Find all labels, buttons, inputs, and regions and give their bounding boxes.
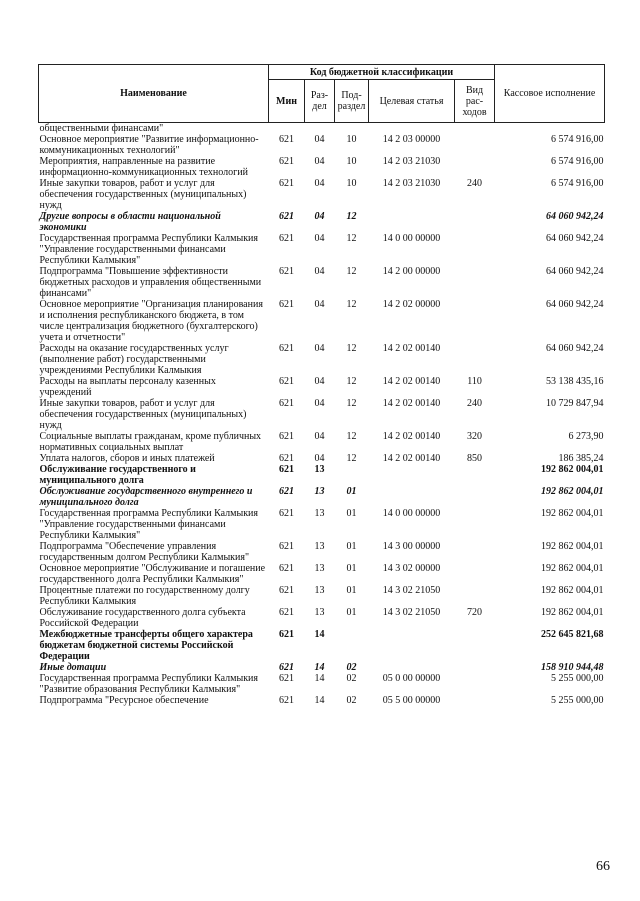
header-razdel: Раз-дел — [305, 80, 335, 123]
row-celevaya — [369, 211, 455, 233]
header-podrazdel: Под-раздел — [335, 80, 369, 123]
table-row — [39, 453, 605, 464]
table-row — [39, 431, 605, 453]
row-celevaya: 14 3 02 21050 — [382, 607, 441, 618]
row-min: 621 — [279, 299, 294, 310]
row-vid — [455, 486, 495, 508]
row-celevaya: 14 2 02 00140 — [382, 343, 441, 354]
row-min: 621 — [279, 585, 294, 596]
row-celevaya: 14 2 03 21030 — [382, 156, 441, 167]
row-name: Иные дотации — [39, 662, 107, 673]
row-sum: 192 862 004,01 — [541, 508, 604, 519]
header-code-group: Код бюджетной классификации — [269, 65, 495, 80]
row-sum: 186 385,24 — [558, 453, 604, 464]
row-name: Подпрограмма "Обеспечение управления государственным долгом Республики Калмыкия" — [39, 541, 250, 563]
row-name: Подпрограмма "Повышение эффективности бюджетных расходов и управления общественными финансами" — [39, 266, 262, 299]
row-celevaya: 14 2 02 00140 — [382, 453, 441, 464]
row-min: 621 — [279, 673, 294, 684]
row-podrazdel: 01 — [346, 486, 357, 497]
row-razdel: 13 — [314, 464, 325, 475]
row-sum: 6 273,90 — [568, 431, 604, 442]
row-razdel: 04 — [314, 343, 325, 354]
row-podrazdel: 10 — [346, 134, 357, 145]
row-min: 621 — [279, 629, 294, 640]
table-row — [39, 398, 605, 431]
row-podrazdel: 02 — [346, 695, 357, 706]
row-vid — [455, 343, 495, 376]
row-podrazdel: 12 — [346, 211, 357, 222]
table-row — [39, 607, 605, 629]
row-name: Государственная программа Республики Калмыкия "Развитие образования Республики Калмыкия" — [39, 673, 259, 695]
row-min — [269, 123, 305, 135]
table-row — [39, 343, 605, 376]
row-sum: 192 862 004,01 — [541, 464, 604, 475]
row-vid — [455, 629, 495, 662]
table-row — [39, 541, 605, 563]
row-sum: 6 574 916,00 — [551, 134, 604, 145]
row-vid — [455, 662, 495, 673]
row-min: 621 — [279, 508, 294, 519]
row-name: Процентные платежи по государственному долгу Республики Калмыкия — [39, 585, 250, 607]
row-sum: 64 060 942,24 — [546, 211, 604, 222]
row-min: 621 — [279, 211, 294, 222]
row-min: 621 — [279, 453, 294, 464]
row-podrazdel: 12 — [346, 233, 357, 244]
row-celevaya: 14 3 00 00000 — [382, 541, 441, 552]
table-row — [39, 508, 605, 541]
row-podrazdel: 01 — [346, 607, 357, 618]
row-celevaya: 14 2 03 00000 — [382, 134, 441, 145]
row-min: 621 — [279, 266, 294, 277]
row-podrazdel: 12 — [346, 431, 357, 442]
row-name: Иные закупки товаров, работ и услуг для обеспечения государственных (муниципальных) нужд — [39, 178, 247, 211]
row-name: общественными финансами" — [39, 123, 164, 134]
row-celevaya — [369, 662, 455, 673]
row-razdel: 04 — [314, 156, 325, 167]
row-razdel: 14 — [314, 629, 325, 640]
row-celevaya: 14 3 02 21050 — [382, 585, 441, 596]
row-name: Государственная программа Республики Калмыкия "Управление государственными финансами Республики Калмыкия" — [39, 233, 259, 266]
row-razdel: 04 — [314, 134, 325, 145]
table-row — [39, 266, 605, 299]
row-min: 621 — [279, 541, 294, 552]
row-vid: 240 — [467, 398, 483, 409]
row-podrazdel — [335, 123, 369, 135]
row-sum: 252 645 821,68 — [541, 629, 604, 640]
row-min: 621 — [279, 662, 294, 673]
row-celevaya — [369, 464, 455, 486]
row-podrazdel: 12 — [346, 343, 357, 354]
row-celevaya: 14 2 00 00000 — [382, 266, 441, 277]
row-sum: 5 255 000,00 — [551, 695, 604, 706]
row-min: 621 — [279, 233, 294, 244]
row-podrazdel: 12 — [346, 376, 357, 387]
row-vid — [455, 156, 495, 178]
row-celevaya: 14 0 00 00000 — [382, 508, 441, 519]
row-podrazdel: 02 — [346, 673, 357, 684]
row-sum: 192 862 004,01 — [541, 486, 604, 497]
row-name: Государственная программа Республики Калмыкия "Управление государственными финансами Республики Калмыкия" — [39, 508, 259, 541]
header-min: Мин — [269, 80, 305, 123]
row-vid — [455, 585, 495, 607]
row-sum: 5 255 000,00 — [551, 673, 604, 684]
row-sum: 64 060 942,24 — [546, 233, 604, 244]
row-razdel: 14 — [314, 662, 325, 673]
row-vid: 850 — [467, 453, 483, 464]
row-razdel: 13 — [314, 508, 325, 519]
row-sum: 158 910 944,48 — [541, 662, 604, 673]
table-row — [39, 563, 605, 585]
row-razdel: 04 — [314, 453, 325, 464]
row-vid — [455, 695, 495, 706]
row-vid — [455, 134, 495, 156]
row-sum: 192 862 004,01 — [541, 541, 604, 552]
table-row — [39, 299, 605, 343]
row-podrazdel: 10 — [346, 156, 357, 167]
row-razdel: 04 — [314, 398, 325, 409]
row-sum: 64 060 942,24 — [546, 343, 604, 354]
table-row — [39, 464, 605, 486]
row-vid: 110 — [467, 376, 482, 387]
row-sum: 192 862 004,01 — [541, 563, 604, 574]
header-celevaya: Целевая статья — [369, 80, 455, 123]
row-razdel: 04 — [314, 211, 325, 222]
table-row — [39, 673, 605, 695]
budget-table — [38, 64, 605, 706]
row-razdel: 13 — [314, 486, 325, 497]
page-number: 66 — [596, 859, 610, 874]
table-row — [39, 134, 605, 156]
row-vid — [455, 464, 495, 486]
row-podrazdel: 12 — [346, 453, 357, 464]
table-row — [39, 178, 605, 211]
row-vid — [455, 508, 495, 541]
row-min: 621 — [279, 607, 294, 618]
row-podrazdel: 10 — [346, 178, 357, 189]
row-razdel: 13 — [314, 607, 325, 618]
row-min: 621 — [279, 431, 294, 442]
row-min: 621 — [279, 376, 294, 387]
row-sum — [495, 123, 605, 135]
header-name: Наименование — [39, 65, 269, 123]
row-celevaya — [369, 486, 455, 508]
row-name: Мероприятия, направленные на развитие информационно-коммуникационных технологий — [39, 156, 248, 178]
row-celevaya — [369, 629, 455, 662]
table-row — [39, 662, 605, 673]
row-vid — [455, 211, 495, 233]
row-name: Основное мероприятие "Организация планирования и исполнения республиканского бюджета, в том числе централизация бюджетного (бухгалтерского) учета и отчетности" — [39, 299, 263, 343]
row-celevaya: 14 2 03 21030 — [382, 178, 441, 189]
row-sum: 53 138 435,16 — [546, 376, 604, 387]
row-podrazdel: 01 — [346, 541, 357, 552]
row-name: Основное мероприятие "Обслуживание и погашение государственного долга Республики Калмыкия" — [39, 563, 266, 585]
row-name: Уплата налогов, сборов и иных платежей — [39, 453, 215, 464]
header-vid: Вид рас-ходов — [455, 80, 495, 123]
row-razdel: 04 — [314, 266, 325, 277]
row-sum: 64 060 942,24 — [546, 299, 604, 310]
row-vid — [455, 266, 495, 299]
row-vid — [455, 299, 495, 343]
row-min: 621 — [279, 343, 294, 354]
row-celevaya: 14 2 02 00140 — [382, 431, 441, 442]
row-podrazdel: 02 — [346, 662, 357, 673]
row-name: Основное мероприятие "Развитие информационно-коммуникационных технологий" — [39, 134, 259, 156]
row-sum: 192 862 004,01 — [541, 585, 604, 596]
row-min: 621 — [279, 486, 294, 497]
table-row — [39, 233, 605, 266]
header-kassovoe: Кассовое исполнение — [495, 65, 605, 123]
row-sum: 64 060 942,24 — [546, 266, 604, 277]
row-celevaya: 14 2 02 00140 — [382, 398, 441, 409]
table-row — [39, 156, 605, 178]
row-razdel: 04 — [314, 431, 325, 442]
row-name: Межбюджетные трансферты общего характера бюджетам бюджетной системы Российской Федерации — [39, 629, 253, 662]
row-vid — [455, 123, 495, 135]
row-podrazdel: 01 — [346, 585, 357, 596]
row-podrazdel: 12 — [346, 266, 357, 277]
row-min: 621 — [279, 695, 294, 706]
row-celevaya: 05 5 00 00000 — [382, 695, 441, 706]
row-name: Социальные выплаты гражданам, кроме публичных нормативных социальных выплат — [39, 431, 262, 453]
row-razdel: 04 — [314, 178, 325, 189]
row-vid — [455, 673, 495, 695]
row-vid: 240 — [467, 178, 483, 189]
row-min: 621 — [279, 398, 294, 409]
row-min: 621 — [279, 563, 294, 574]
row-celevaya: 14 3 02 00000 — [382, 563, 441, 574]
row-name: Обслуживание государственного внутреннего и муниципального долга — [39, 486, 253, 508]
row-name: Обслуживание государственного долга субъекта Российской Федерации — [39, 607, 246, 629]
row-podrazdel: 12 — [346, 299, 357, 310]
row-name: Расходы на выплаты персоналу казенных учреждений — [39, 376, 216, 398]
row-name: Обслуживание государственного и муниципального долга — [39, 464, 196, 486]
row-podrazdel: 01 — [346, 563, 357, 574]
row-vid — [455, 563, 495, 585]
row-razdel: 04 — [314, 376, 325, 387]
row-podrazdel — [335, 629, 369, 662]
row-vid: 720 — [467, 607, 483, 618]
row-name: Иные закупки товаров, работ и услуг для обеспечения государственных (муниципальных) нужд — [39, 398, 247, 431]
table-body — [39, 123, 605, 707]
row-podrazdel: 12 — [346, 398, 357, 409]
row-name: Подпрограмма "Ресурсное обеспечение — [39, 695, 209, 706]
row-razdel: 13 — [314, 585, 325, 596]
row-podrazdel — [335, 464, 369, 486]
row-celevaya: 14 2 02 00140 — [382, 376, 441, 387]
row-razdel: 13 — [314, 563, 325, 574]
row-vid: 320 — [467, 431, 483, 442]
row-vid — [455, 233, 495, 266]
row-vid — [455, 541, 495, 563]
table-row — [39, 211, 605, 233]
row-min: 621 — [279, 464, 294, 475]
table-row — [39, 629, 605, 662]
table-row — [39, 123, 605, 135]
row-sum: 192 862 004,01 — [541, 607, 604, 618]
row-celevaya: 14 2 02 00000 — [382, 299, 441, 310]
table-row — [39, 376, 605, 398]
table-row — [39, 486, 605, 508]
row-razdel: 04 — [314, 233, 325, 244]
row-name: Расходы на оказание государственных услуг (выполнение работ) государственными учреждениями Республики Калмыкия — [39, 343, 229, 376]
row-celevaya: 05 0 00 00000 — [382, 673, 441, 684]
row-sum: 6 574 916,00 — [551, 156, 604, 167]
row-sum: 10 729 847,94 — [546, 398, 604, 409]
row-razdel — [305, 123, 335, 135]
row-min: 621 — [279, 178, 294, 189]
row-razdel: 04 — [314, 299, 325, 310]
row-min: 621 — [279, 156, 294, 167]
row-razdel: 13 — [314, 541, 325, 552]
table-row — [39, 695, 605, 706]
row-name: Другие вопросы в области национальной экономики — [39, 211, 221, 233]
row-min: 621 — [279, 134, 294, 145]
row-celevaya — [369, 123, 455, 135]
table-row — [39, 585, 605, 607]
row-podrazdel: 01 — [346, 508, 357, 519]
row-celevaya: 14 0 00 00000 — [382, 233, 441, 244]
row-sum: 6 574 916,00 — [551, 178, 604, 189]
row-razdel: 14 — [314, 673, 325, 684]
row-razdel: 14 — [314, 695, 325, 706]
